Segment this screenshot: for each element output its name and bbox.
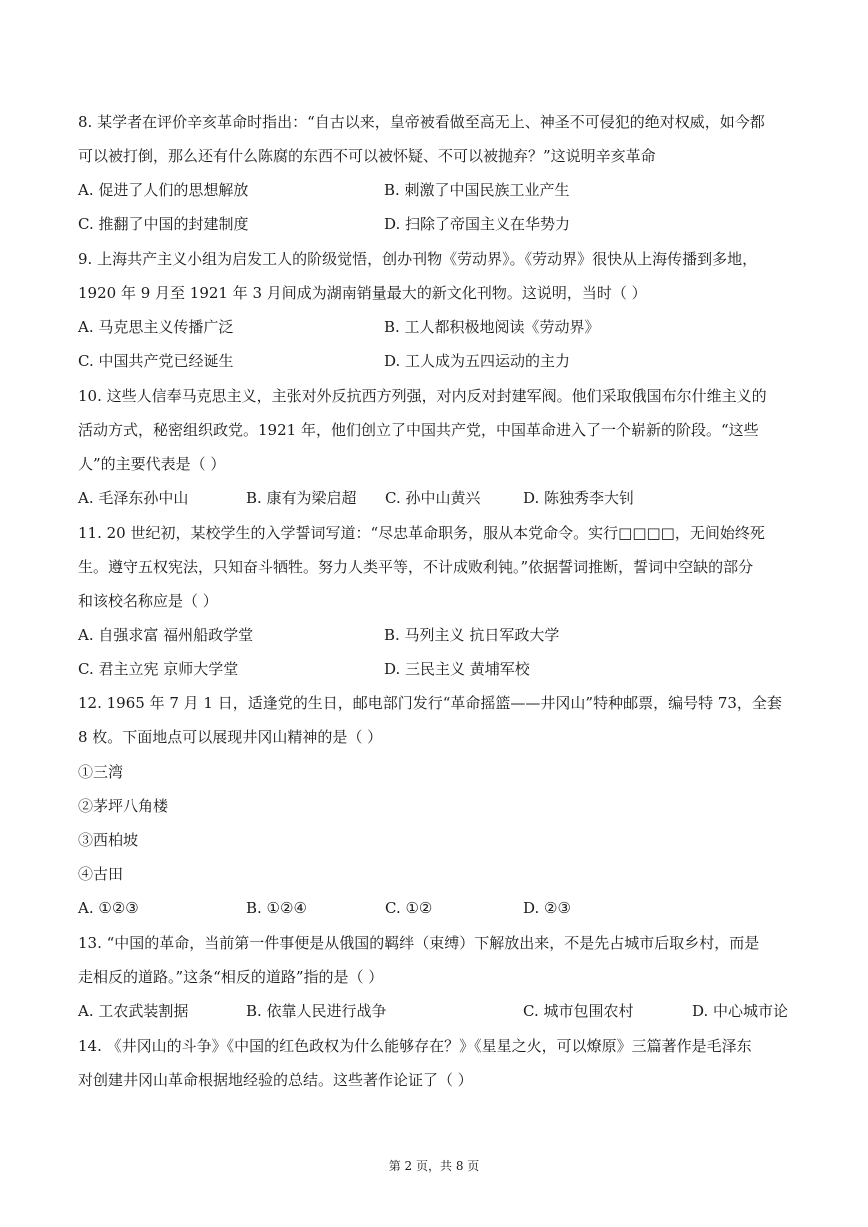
q10-stem-line1: 10. 这些人信奉马克思主义，主张对外反抗西方列强，对内反对封建军阀。他们采取俄国布尔什维主义的 — [78, 387, 767, 405]
q13-stem-line1: 13. “中国的革命，当前第一件事便是从俄国的羁绊（束缚）下解放出来，不是先占城市后取乡村，而是 — [78, 934, 760, 952]
q13-option-c: C. 城市包围农村 — [523, 1002, 634, 1020]
q8-option-a: A. 促进了人们的思想解放 — [78, 181, 249, 199]
q11-stem-line3: 和该校名称应是（ ） — [78, 592, 218, 610]
q13-stem-line2: 走相反的道路。”这条“相反的道路”指的是（ ） — [78, 968, 384, 986]
q11-option-a: A. 自强求富 福州船政学堂 — [78, 626, 254, 644]
q12-option-c: C. ①② — [385, 899, 433, 917]
q13-option-a: A. 工农武装割据 — [78, 1002, 189, 1020]
q9-stem-line2: 1920 年 9 月至 1921 年 3 月间成为湖南销量最大的新文化刊物。这说明，当时（ ） — [78, 284, 647, 302]
q9-option-b: B. 工人都积极地阅读《劳动界》 — [384, 318, 600, 336]
q10-option-b: B. 康有为梁启超 — [246, 489, 357, 507]
q12-option-a: A. ①②③ — [78, 899, 139, 917]
q10-stem-line2: 活动方式，秘密组织政党。1921 年，他们创立了中国共产党，中国革命进入了一个崭新的阶段。“这些 — [78, 421, 759, 439]
q8-option-d: D. 扫除了帝国主义在华势力 — [384, 215, 571, 233]
q8-option-b: B. 刺激了中国民族工业产生 — [384, 181, 570, 199]
q11-option-d: D. 三民主义 黄埔军校 — [384, 660, 530, 678]
q12-item-1: ①三湾 — [78, 763, 124, 781]
q12-stem-line2: 8 枚。下面地点可以展现井冈山精神的是（ ） — [78, 728, 383, 746]
q9-option-a: A. 马克思主义传播广泛 — [78, 318, 234, 336]
q8-stem-line2: 可以被打倒，那么还有什么陈腐的东西不可以被怀疑、不可以被抛弃？”这说明辛亥革命 — [78, 147, 656, 165]
q8-option-c: C. 推翻了中国的封建制度 — [78, 215, 249, 233]
q10-stem-line3: 人”的主要代表是（ ） — [78, 455, 226, 473]
q14-stem-line2: 对创建井冈山革命根据地经验的总结。这些著作论证了（ ） — [78, 1071, 473, 1089]
q12-item-2: ②茅坪八角楼 — [78, 797, 169, 815]
q10-option-a: A. 毛泽东孙中山 — [78, 489, 189, 507]
q11-option-c: C. 君主立宪 京师大学堂 — [78, 660, 239, 678]
q8-stem-line1: 8. 某学者在评价辛亥革命时指出：“自古以来，皇帝被看做至高无上、神圣不可侵犯的绝对权威，如今都 — [78, 113, 765, 131]
q12-option-b: B. ①②④ — [246, 899, 307, 917]
page-number-footer: 第 2 页，共 8 页 — [388, 1159, 480, 1173]
q9-stem-line1: 9. 上海共产主义小组为启发工人的阶级觉悟，创办刊物《劳动界》。《劳动界》很快从上海传播到多地， — [78, 250, 758, 268]
q9-option-c: C. 中国共产党已经诞生 — [78, 352, 234, 370]
q12-stem-line1: 12. 1965 年 7 月 1 日，适逢党的生日，邮电部门发行“革命摇篮——井冈山”特种邮票，编号特 73，全套 — [78, 694, 782, 712]
q13-option-b: B. 依靠人民进行战争 — [246, 1002, 387, 1020]
q11-stem-line1: 11. 20 世纪初，某校学生的入学誓词写道：“尽忠革命职务，服从本党命令。实行□□□□，无间始终死 — [78, 524, 765, 542]
q12-item-4: ④古田 — [78, 865, 124, 883]
q9-option-d: D. 工人成为五四运动的主力 — [384, 352, 571, 370]
q10-option-d: D. 陈独秀李大钊 — [523, 489, 635, 507]
q11-stem-line2: 生。遵守五权宪法，只知奋斗牺牲。努力人类平等，不计成败利钝。”依据誓词推断，誓词中空缺的部分 — [78, 558, 754, 576]
q14-stem-line1: 14. 《井冈山的斗争》《中国的红色政权为什么能够存在？》《星星之火，可以燎原》三篇著作是毛泽东 — [78, 1037, 752, 1055]
q11-option-b: B. 马列主义 抗日军政大学 — [384, 626, 560, 644]
q10-option-c: C. 孙中山黄兴 — [385, 489, 481, 507]
q12-option-d: D. ②③ — [523, 899, 571, 917]
q12-item-3: ③西柏坡 — [78, 831, 139, 849]
q13-option-d: D. 中心城市论 — [692, 1002, 789, 1020]
